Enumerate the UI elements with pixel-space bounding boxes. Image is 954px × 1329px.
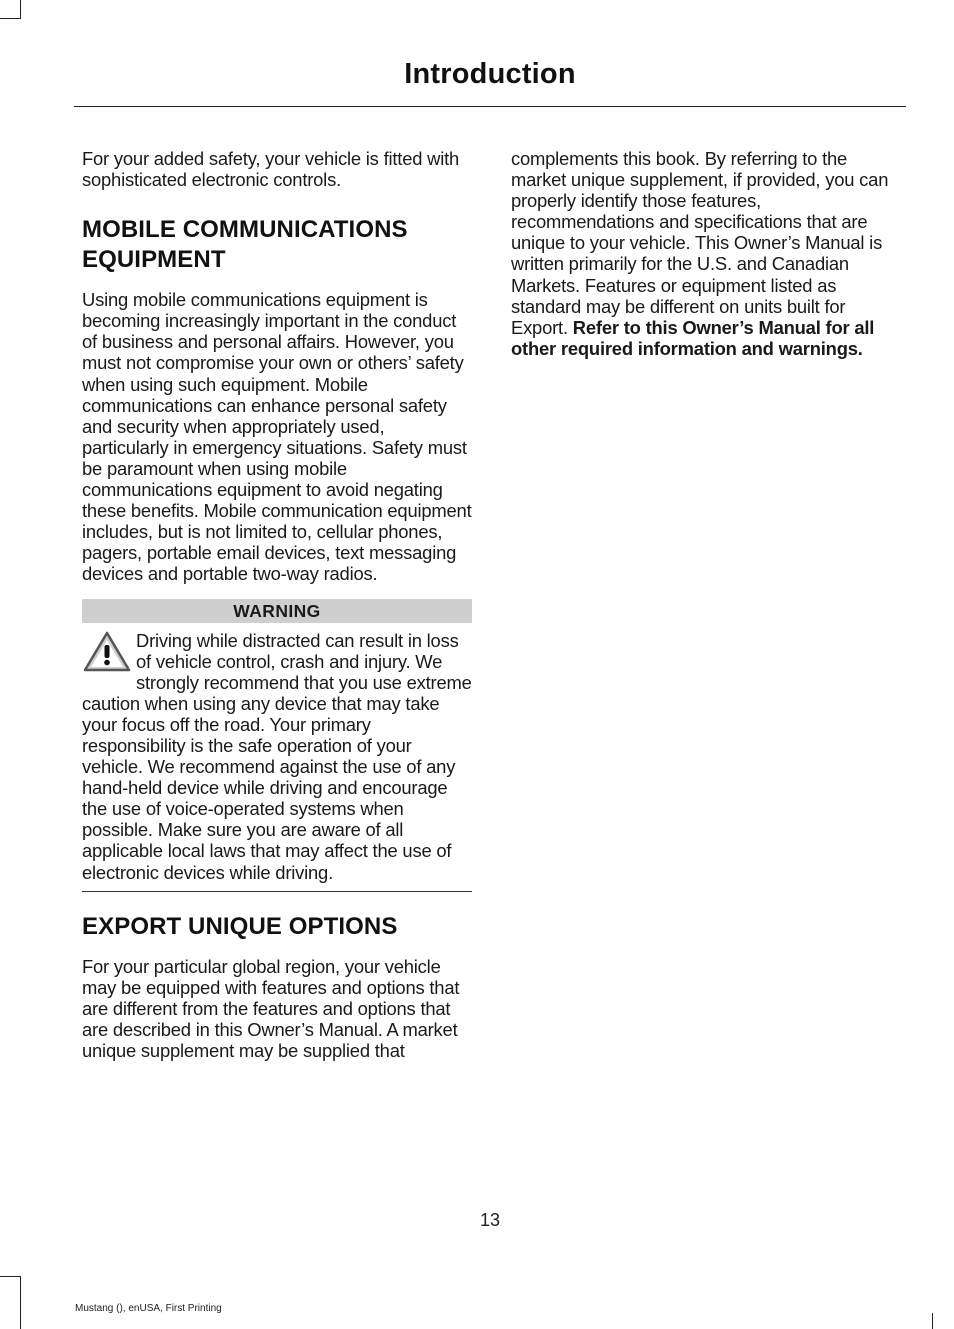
intro-paragraph: For your added safety, your vehicle is fitted with sophisticated electronic controls. — [82, 148, 460, 191]
header-divider — [74, 106, 906, 107]
export-continuation-paragraph — [511, 148, 901, 359]
export-continuation-text: complements this book. By referring to the market unique supplement, if provided, you can properly identify those features, recommendations and specifications that are unique to your vehicle. This Owner’s Manual is written primarily for the U.S. and Canadian Markets. Features or equipment listed as standard may be different on units built for Export. — [511, 148, 889, 338]
page-number: 13 — [479, 1210, 501, 1230]
mobile-communications-heading: MOBILE COMMUNICATIONS EQUIPMENT — [82, 216, 408, 274]
mobile-communications-paragraph: Using mobile communications equipment is becoming increasingly important in the conduct of business and personal affairs. However, you must not compromise your own or others’ safety when using such equipment. Mobile communications can enhance personal safety and security when appropriately used, particularly in emergency situations. Safety must be paramount when using mobile communications equipment to avoid negating these benefits. Mobile communication equipment includes, but is not limited to, cellular phones, pagers, portable email devices, text messaging devices and portable two-way radios. — [82, 289, 472, 585]
warning-divider — [82, 891, 472, 892]
export-options-paragraph: For your particular global region, your vehicle may be equipped with features and options that are different from the features and options that are described in this Owner’s Manual. A market unique supplement may be supplied that — [82, 955, 460, 1061]
crop-mark — [0, 18, 21, 19]
page-title: Introduction — [404, 58, 576, 90]
footer-note: Mustang (), enUSA, First Printing — [75, 1303, 222, 1314]
export-options-heading: EXPORT UNIQUE OPTIONS — [82, 912, 398, 940]
warning-text: Driving while distracted can result in loss of vehicle control, crash and injury. We strongly recommend that you use extreme caution when using any device that may take your focus off the road. Your primary responsibility is the safe operation of your vehicle. We recommend against the use of any hand-held device while driving and encourage the use of voice-operated systems when possible. Make sure you are aware of all applicable local laws that may affect the use of electronic devices while driving. — [82, 629, 472, 883]
left-column — [82, 148, 472, 1061]
crop-mark — [0, 1276, 21, 1277]
right-column — [511, 148, 901, 359]
warning-triangle-icon — [82, 630, 132, 674]
crop-mark — [932, 1313, 933, 1329]
warning-box — [82, 630, 472, 883]
warning-label: WARNING — [82, 599, 472, 623]
owners-manual-notice: Refer to this Owner’s Manual for all other required information and warnings. — [511, 316, 875, 359]
crop-mark — [20, 0, 21, 18]
crop-mark — [20, 1276, 21, 1329]
